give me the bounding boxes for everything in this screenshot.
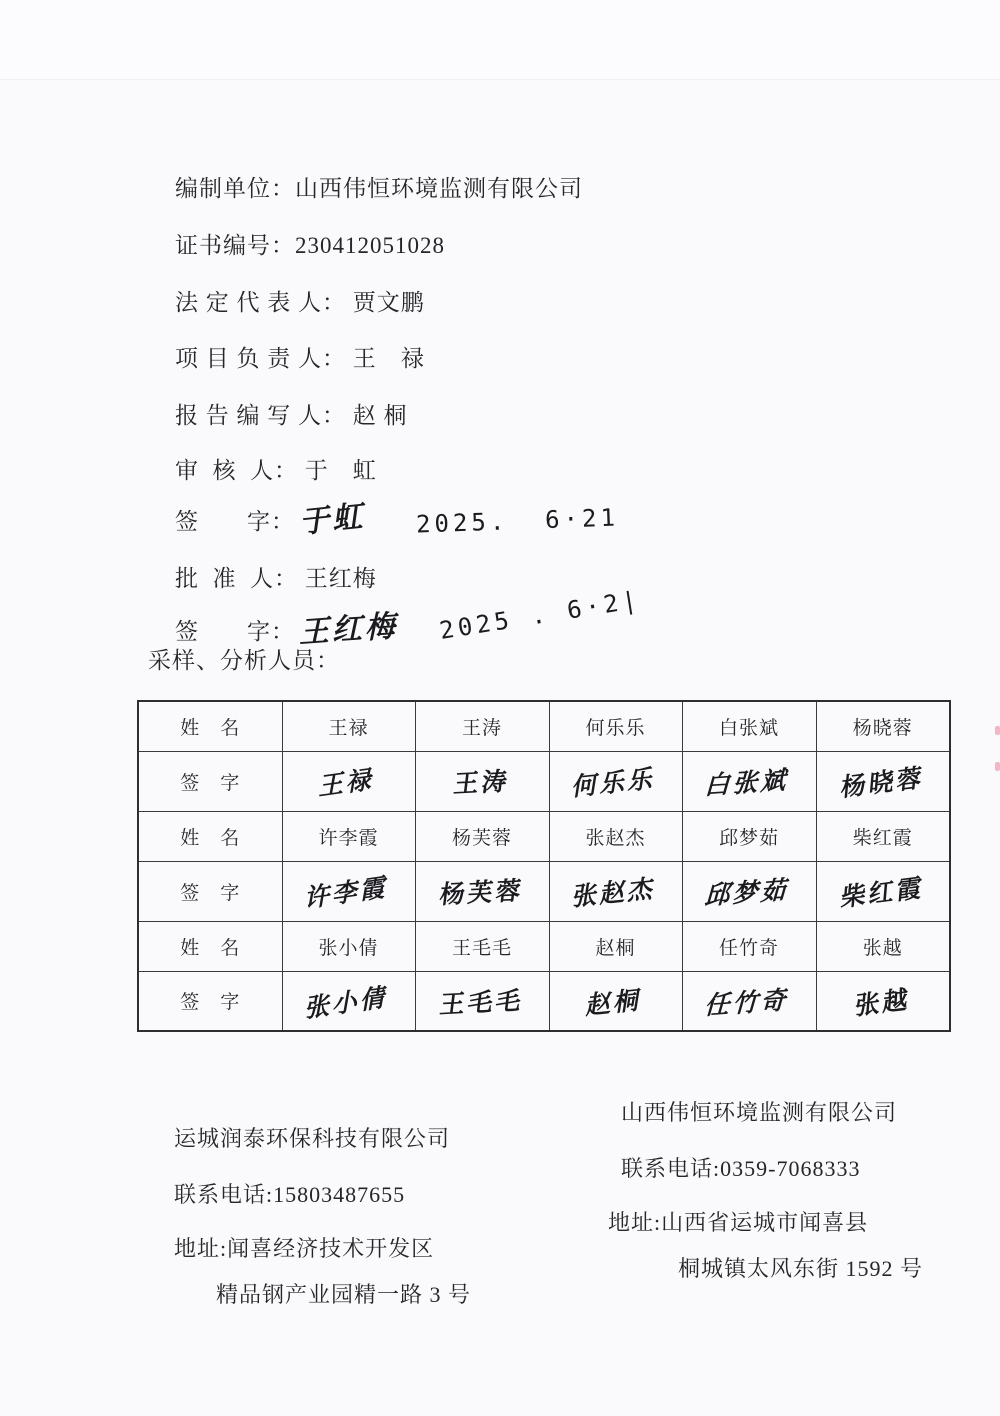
person-name: 杨芙蓉	[415, 811, 549, 861]
footer-right-address-2: 桐城镇太风东街 1592 号	[678, 1256, 924, 1281]
approver-signature-date: 2025 . 6·2|	[437, 585, 643, 645]
table-row-names-3	[138, 921, 950, 971]
sign-row-label: 签 字	[138, 751, 282, 811]
person-name: 邱梦茹	[682, 811, 816, 861]
handwritten-signature-cell	[682, 861, 816, 921]
handwritten-signature: 张赵杰	[571, 873, 660, 912]
handwritten-signature-cell	[682, 751, 816, 811]
person-name: 杨晓蓉	[816, 701, 950, 751]
table-row-names-2	[138, 811, 950, 861]
person-name: 赵桐	[549, 921, 682, 971]
field-value: 赵 桐	[352, 403, 408, 428]
handwritten-signature-cell	[415, 861, 549, 921]
footer-right-address-1: 地址:山西省运城市闻喜县	[608, 1210, 869, 1235]
scan-artifact-mark	[995, 762, 1000, 771]
approver-handwritten-signature: 王红梅	[297, 608, 404, 651]
field-label: 批 准 人：	[175, 566, 305, 591]
table-row-signatures-2	[138, 861, 950, 921]
reviewer-signature-date: 2025. 6·21	[415, 503, 620, 539]
handwritten-signature: 许李霞	[303, 871, 393, 914]
handwritten-signature: 白张斌	[702, 764, 795, 801]
handwritten-signature: 邱梦茹	[702, 874, 795, 911]
handwritten-signature-cell	[816, 751, 950, 811]
handwritten-signature: 王禄	[317, 763, 379, 802]
reviewer-handwritten-signature: 于虹	[298, 498, 370, 541]
handwritten-signature: 柴红霞	[839, 872, 926, 913]
person-name: 柴红霞	[816, 811, 950, 861]
handwritten-signature-cell	[282, 751, 415, 811]
field-label: 签 字：	[175, 509, 302, 534]
person-name: 许李霞	[282, 811, 415, 861]
handwritten-signature-cell	[549, 861, 682, 921]
field-value: 230412051028	[295, 233, 445, 258]
field-value: 山西伟恒环境监测有限公司	[295, 176, 583, 201]
footer-left-address-2: 精品钢产业园精一路 3 号	[216, 1282, 472, 1307]
handwritten-signature-cell	[549, 971, 682, 1031]
table-row-signatures-1	[138, 751, 950, 811]
table-row-names-1	[138, 701, 950, 751]
field-label: 报 告 编 写 人：	[175, 403, 353, 428]
footer-left-phone: 联系电话:15803487655	[174, 1182, 406, 1207]
sign-row-label: 签 字	[138, 861, 282, 921]
field-label: 法 定 代 表 人：	[175, 290, 353, 315]
personnel-signature-table	[137, 700, 951, 1032]
handwritten-signature-cell	[816, 971, 950, 1031]
handwritten-signature-cell	[415, 751, 549, 811]
handwritten-signature: 张越	[853, 984, 912, 1021]
field-label: 审 核 人：	[175, 458, 305, 483]
person-name: 何乐乐	[549, 701, 682, 751]
handwritten-signature-cell	[682, 971, 816, 1031]
personnel-section-title: 采样、分析人员：	[148, 648, 340, 673]
person-name: 张赵杰	[549, 811, 682, 861]
sign-row-label: 签 字	[138, 971, 282, 1031]
field-value: 贾文鹏	[352, 290, 425, 315]
field-label: 编制单位：	[175, 176, 295, 201]
table-row-signatures-3	[138, 971, 950, 1031]
person-name: 王涛	[415, 701, 549, 751]
handwritten-signature: 杨晓蓉	[839, 762, 926, 803]
scan-edge-band	[0, 0, 1000, 80]
handwritten-signature: 任竹奇	[702, 984, 795, 1021]
footer-address-line-2	[148, 1252, 1000, 1361]
person-name: 张小倩	[282, 921, 415, 971]
handwritten-signature-cell	[415, 971, 549, 1031]
name-row-label: 姓 名	[138, 701, 282, 751]
footer-left-company: 运城润泰环保科技有限公司	[174, 1126, 451, 1151]
field-value: 于 虹	[304, 458, 377, 483]
handwritten-signature-cell	[549, 751, 682, 811]
name-row-label: 姓 名	[138, 811, 282, 861]
handwritten-signature-cell	[282, 861, 415, 921]
handwritten-signature-cell	[282, 971, 415, 1031]
person-name: 张越	[816, 921, 950, 971]
person-name: 王毛毛	[415, 921, 549, 971]
name-row-label: 姓 名	[138, 921, 282, 971]
field-label: 签 字：	[175, 619, 302, 644]
footer-left-address-1: 地址:闻喜经济技术开发区	[174, 1236, 435, 1261]
handwritten-signature: 赵桐	[585, 984, 646, 1021]
handwritten-signature: 杨芙蓉	[438, 875, 526, 910]
field-value: 王 禄	[352, 346, 425, 371]
field-label: 项 目 负 责 人：	[175, 346, 353, 371]
field-label: 证书编号：	[175, 233, 295, 258]
person-name: 任竹奇	[682, 921, 816, 971]
handwritten-signature: 王毛毛	[438, 985, 526, 1020]
person-name: 王禄	[282, 701, 415, 751]
field-value: 王红梅	[304, 566, 377, 591]
handwritten-signature: 何乐乐	[571, 763, 660, 802]
person-name: 白张斌	[682, 701, 816, 751]
handwritten-signature-cell	[816, 861, 950, 921]
footer-right-company: 山西伟恒环境监测有限公司	[621, 1100, 898, 1125]
scan-artifact-mark	[995, 726, 1000, 735]
handwritten-signature: 张小倩	[303, 981, 393, 1024]
footer-right-phone: 联系电话:0359-7068333	[621, 1156, 861, 1181]
handwritten-signature: 王涛	[452, 766, 512, 799]
